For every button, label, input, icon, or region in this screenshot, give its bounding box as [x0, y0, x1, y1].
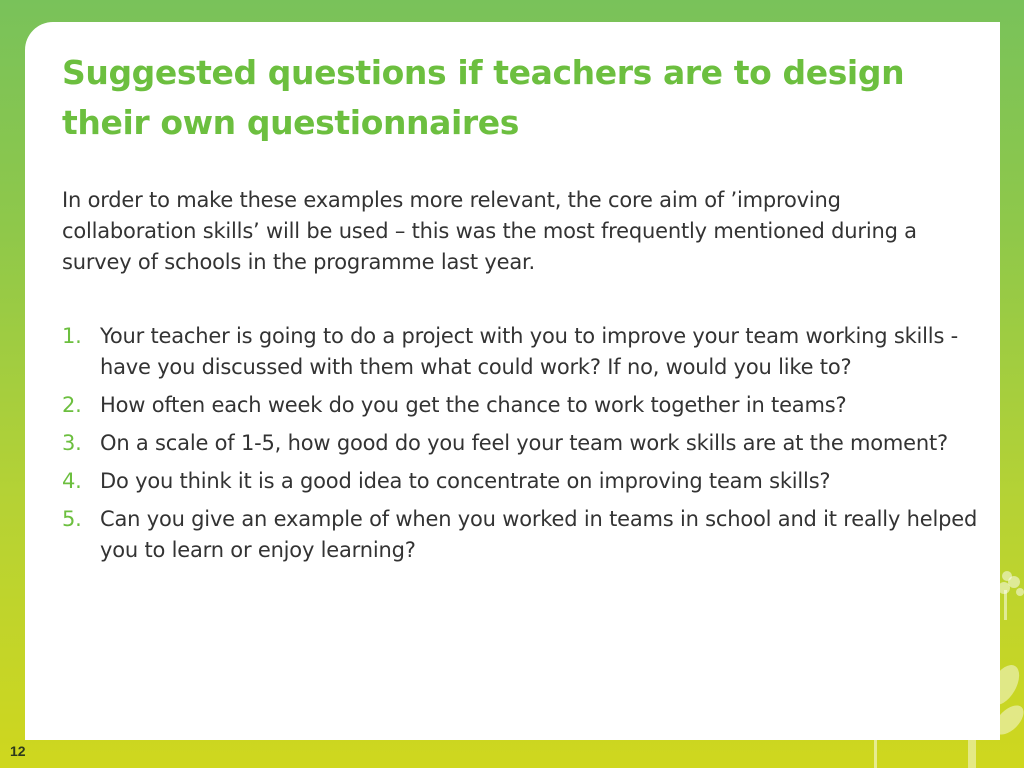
question-list [62, 321, 982, 573]
small-tree-icon [989, 571, 1024, 620]
tree-icon [844, 560, 1024, 768]
question-number: 4. [62, 469, 82, 493]
slide-title: Suggested questions if teachers are to design their own questionnaires [62, 53, 905, 142]
question-text: Your teacher is going to do a project with you to improve your team working skills - have you discussed with them what could work? If no, would you like to? [100, 324, 959, 379]
question-number: 1. [62, 324, 82, 348]
question-item [62, 321, 982, 383]
large-tree-icon [916, 625, 1024, 768]
question-text: Do you think it is a good idea to concentrate on improving team skills? [100, 469, 831, 493]
question-number: 3. [62, 431, 82, 455]
intro-paragraph: In order to make these examples more relevant, the core aim of ’improving collaboration skills’ will be used – this was the most frequently mentioned during a survey of schools in the programme last year. [62, 188, 917, 274]
sprout-icon [861, 707, 894, 768]
question-text: On a scale of 1-5, how good do you feel your team work skills are at the moment? [100, 431, 948, 455]
page-number: 12 [10, 743, 26, 759]
question-item [62, 466, 982, 497]
question-number: 5. [62, 507, 82, 531]
question-number: 2. [62, 393, 82, 417]
question-item [62, 390, 982, 421]
question-text: How often each week do you get the chance to work together in teams? [100, 393, 847, 417]
question-item [62, 428, 982, 459]
question-item [62, 504, 982, 566]
question-text: Can you give an example of when you worked in teams in school and it really helped you to learn or enjoy learning? [100, 507, 978, 562]
